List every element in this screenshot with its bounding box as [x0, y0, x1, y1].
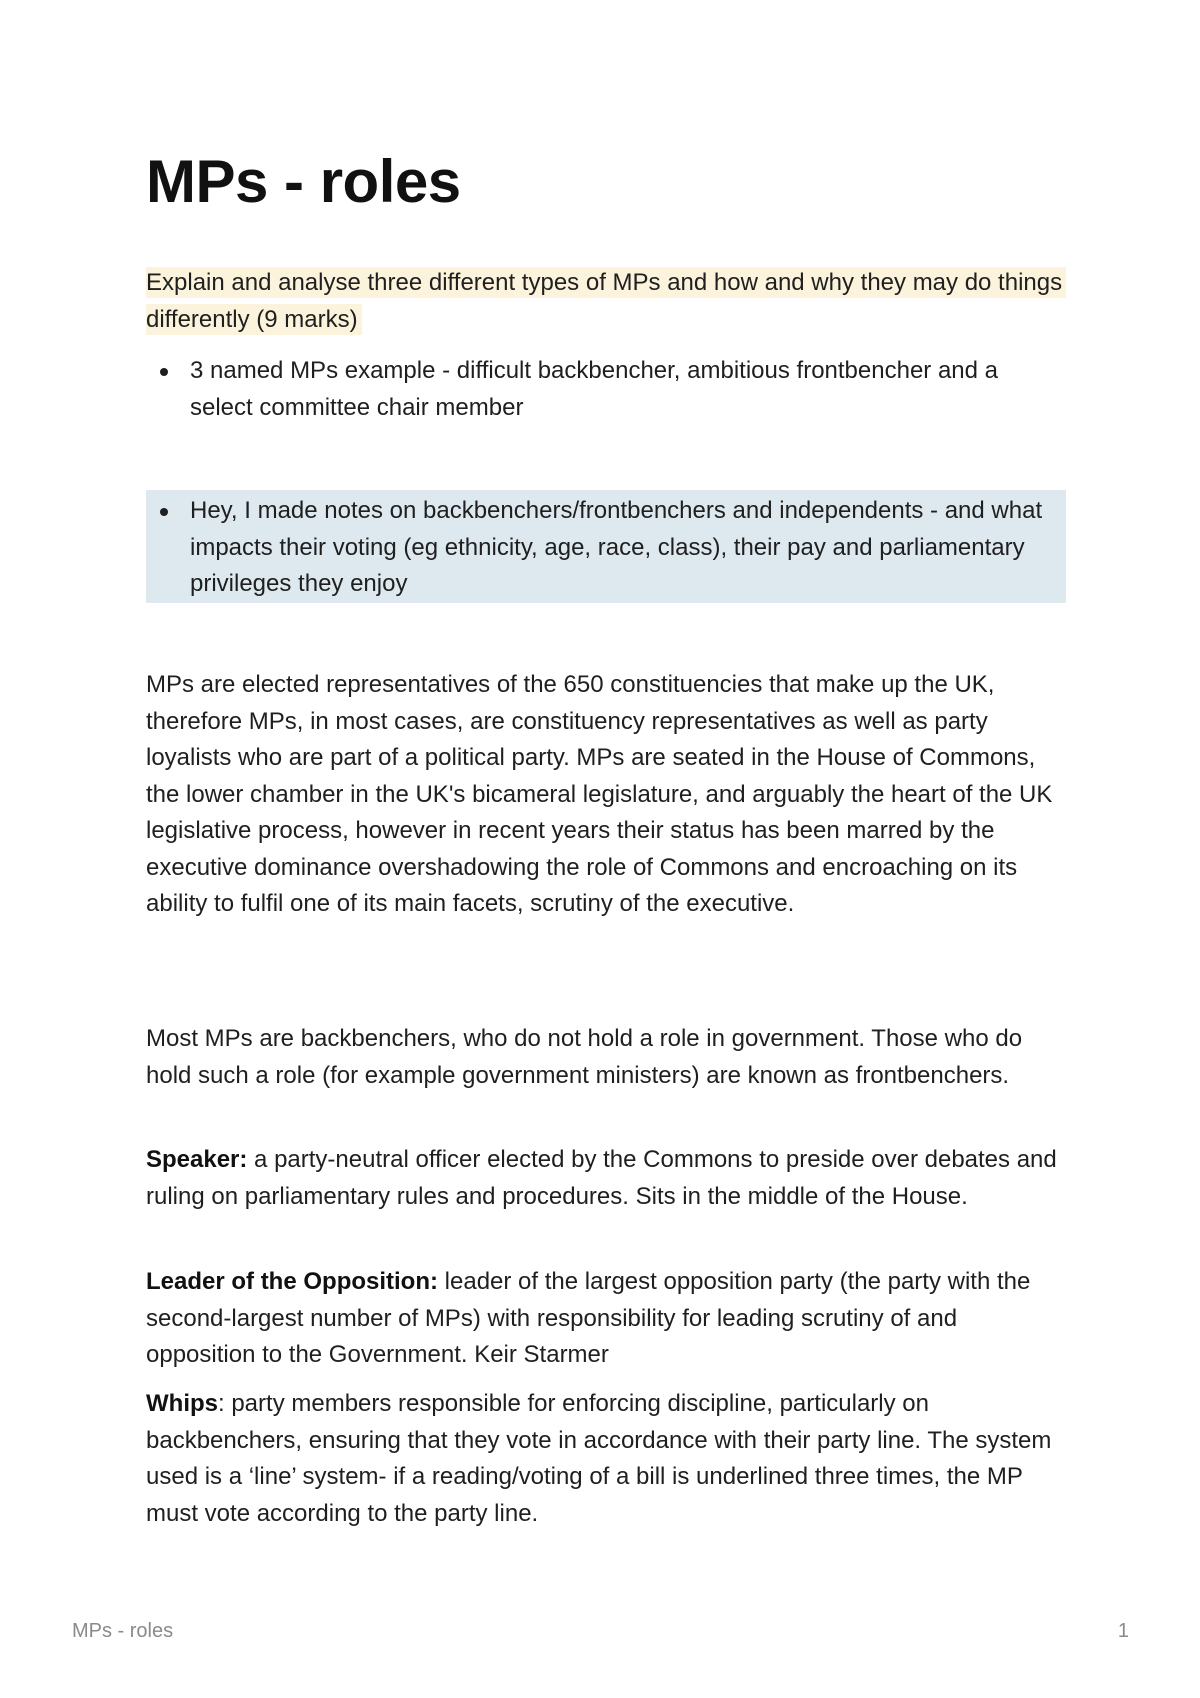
callout-text: Hey, I made notes on backbenchers/frontbenchers and independents - and what impacts their voting (eg ethnicity, age, race, class), their pay and parliamentary privileges they enjoy — [190, 497, 1043, 597]
callout-bullet-item — [146, 493, 1066, 603]
definition-term: Speaker: — [146, 1146, 248, 1173]
bullet-item — [146, 353, 1066, 426]
paragraph-mps-elected: MPs are elected representatives of the 650 constituencies that make up the UK, therefore MPs, in most cases, are constituency representatives as well as party loyalists who are part of a political party. MPs are seated in the House of Commons, the lower chamber in the UK's bicameral legislature, and arguably the heart of the UK legislative process, however in recent years their status has been marred by the executive dominance overshadowing the role of Commons and encroaching on its ability to fulfil one of its main facets, scrutiny of the executive. — [146, 671, 1053, 917]
paragraph-backbenchers: Most MPs are backbenchers, who do not hold a role in government. Those who do hold such a role (for example government ministers) are known as frontbenchers. — [146, 1025, 1023, 1089]
essay-prompt — [146, 265, 1066, 338]
definition-text: a party-neutral officer elected by the Commons to preside over debates and ruling on parliamentary rules and procedures. Sits in the middle of the House. — [146, 1146, 1057, 1210]
page-title: MPs - roles — [146, 148, 461, 215]
bullet-dot-icon — [160, 368, 168, 376]
footer-title: MPs - roles — [72, 1620, 174, 1642]
bullet-dot-icon — [160, 508, 168, 516]
callout-box — [146, 490, 1066, 603]
highlighted-prompt-text: Explain and analyse three different types of MPs and how and why they may do things differently (9 marks) — [146, 267, 1066, 335]
definition-whips — [146, 1386, 1066, 1532]
definition-text: : party members responsible for enforcing discipline, particularly on backbenchers, ensuring that they vote in accordance with their party line. The system used is a ‘line’ system- if a reading/voting of a bill is underlined three times, the MP must vote according to the party line. — [146, 1390, 1052, 1527]
page-number: 1 — [1117, 1620, 1129, 1642]
definition-speaker — [146, 1142, 1066, 1215]
bullet-text: 3 named MPs example - difficult backbencher, ambitious frontbencher and a select committee chair member — [190, 357, 999, 421]
definition-term: Whips — [146, 1390, 218, 1417]
definition-term: Leader of the Opposition: — [146, 1268, 438, 1295]
definition-leader-of-opposition — [146, 1264, 1066, 1374]
definition-text: leader of the largest opposition party (the party with the second-largest number of MPs) with responsibility for leading scrutiny of and opposition to the Government. Keir Starmer — [146, 1268, 1031, 1368]
